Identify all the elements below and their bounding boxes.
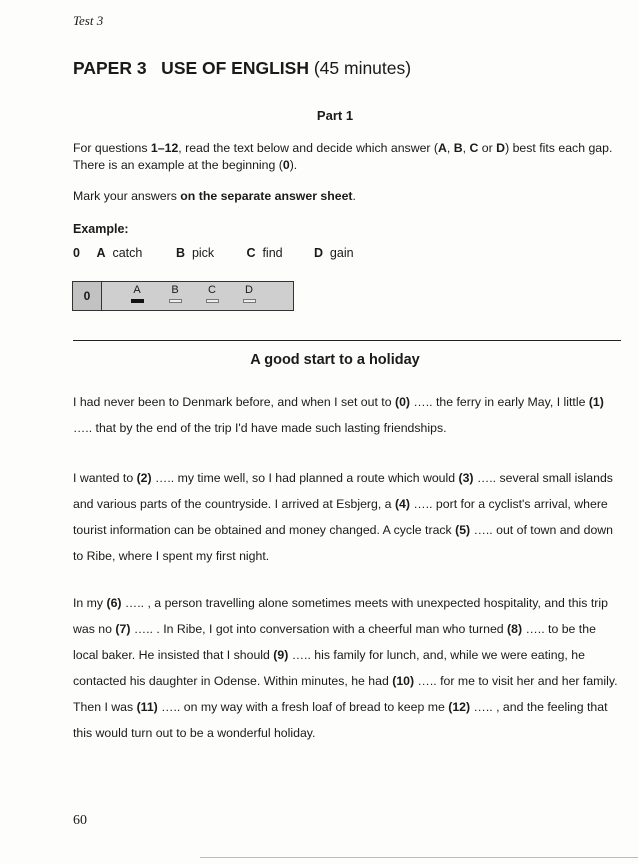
example-option-b: B pick xyxy=(175,246,215,260)
example-option-a: A catch xyxy=(96,246,143,260)
grid-option-a: A xyxy=(125,284,149,303)
bottom-edge-line xyxy=(200,857,638,858)
example-label: Example: xyxy=(73,222,129,236)
text-paragraph-2: I wanted to (2) ….. my time well, so I had planned a route which would (3) ….. several small islands and various parts of the countryside. I arrived at Esbjerg, a (4) ….. port for a cyclist's arrival, where tourist information can be obtained and money changed. A cycle track (5) ….. out of town and down to Ribe, where I spent my first night. xyxy=(73,471,614,563)
grid-mark-b xyxy=(169,299,182,303)
example-answer-grid xyxy=(72,281,294,311)
example-number: 0 xyxy=(73,246,80,260)
running-header: Test 3 xyxy=(73,13,104,28)
example-options xyxy=(73,246,354,260)
grid-mark-a xyxy=(131,299,144,303)
paper-title-bold: PAPER 3 USE OF ENGLISH xyxy=(73,58,309,78)
instruction-paragraph-1: For questions 1–12, read the text below and decide which answer (A, B, C or D) best fits each gap. There is an example at the beginning (0). xyxy=(73,141,613,172)
instruction-paragraph-2: Mark your answers on the separate answer sheet. xyxy=(73,189,356,203)
grid-option-d: D xyxy=(237,284,261,303)
text-title: A good start to a holiday xyxy=(250,352,420,368)
page-number: 60 xyxy=(73,813,87,828)
grid-option-b: B xyxy=(163,284,187,303)
example-option-c: C find xyxy=(246,246,283,260)
paper-title xyxy=(73,58,411,79)
grid-mark-c xyxy=(206,299,219,303)
paper-title-duration: (45 minutes) xyxy=(308,58,412,78)
grid-question-number: 0 xyxy=(73,282,102,310)
text-paragraph-1: I had never been to Denmark before, and when I set out to (0) ….. the ferry in early May, I little (1) ….. that by the end of the trip I'd have made such lasting friendships. xyxy=(73,395,604,435)
grid-option-c: C xyxy=(200,284,224,303)
section-divider xyxy=(73,340,621,341)
example-option-d: D gain xyxy=(313,246,354,260)
part-heading: Part 1 xyxy=(316,108,354,123)
text-paragraph-3: In my (6) ….. , a person travelling alone sometimes meets with unexpected hospitality, and this trip was no (7) ….. . In Ribe, I got into conversation with a cheerful man who turned (8) ….. to be the local baker. He insisted that I should (9) ….. his family for lunch, and, while we were eating, he contacted his daughter in Odense. Within minutes, he had (10) ….. for me to visit her and her family. Then I was (11) ….. on my way with a fresh loaf of bread to keep me (12) ….. , and the feeling that this would turn out to be a wonderful holiday. xyxy=(73,596,618,740)
grid-mark-d xyxy=(243,299,256,303)
